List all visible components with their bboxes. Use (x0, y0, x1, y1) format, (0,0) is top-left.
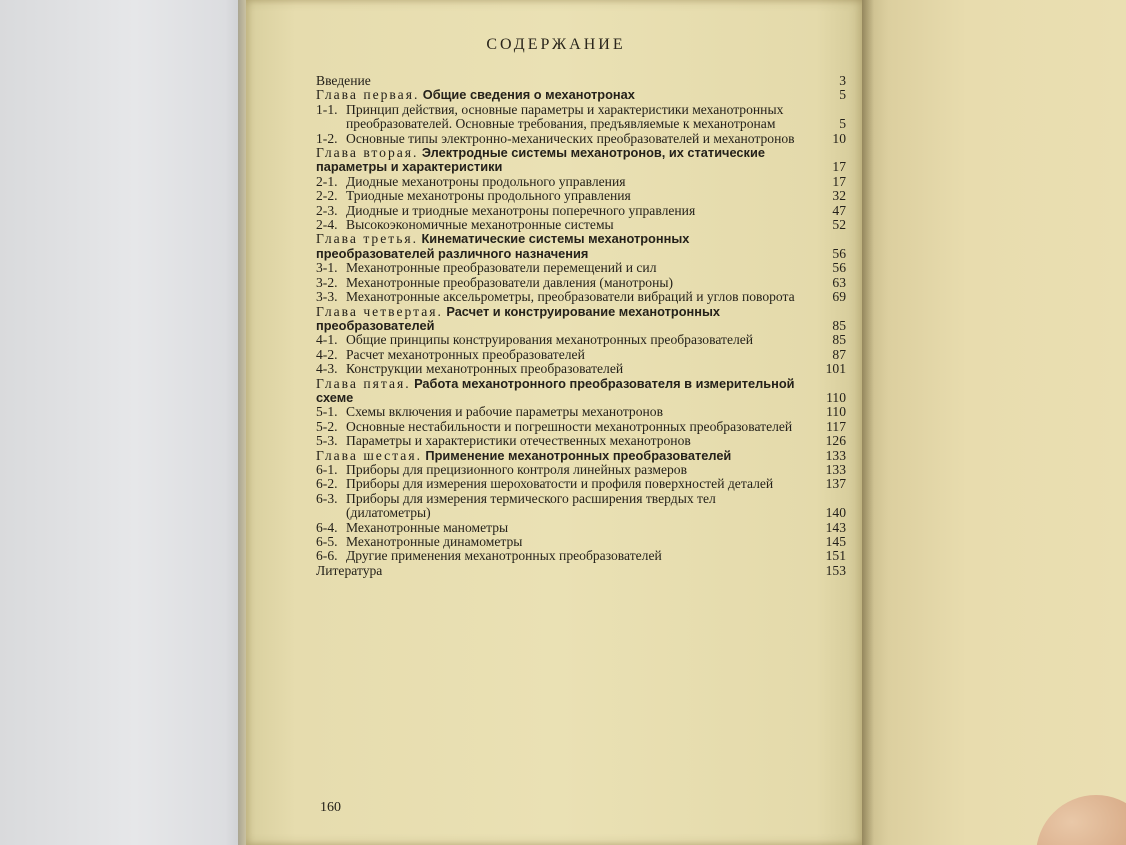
section-title: Другие применения механотронных преобразователей (346, 548, 662, 564)
toc-entry-page: 5 (839, 116, 846, 132)
page-number: 160 (320, 800, 341, 815)
book-page (246, 0, 866, 845)
toc-section (316, 261, 846, 275)
section-number: 1-1. (316, 101, 338, 117)
toc-entry-page: 52 (832, 217, 846, 233)
section-number: 6-3. (316, 490, 338, 506)
toc-entry-page: 17 (832, 159, 846, 175)
section-title: Приборы для измерения термического расширения твердых тел (дилатометры) (346, 490, 716, 521)
section-title: Механотронные динамометры (346, 534, 523, 549)
toc-entry-page: 3 (839, 73, 846, 88)
section-number: 4-2. (316, 346, 338, 362)
section-title: Механотронные преобразователи перемещений и сил (346, 260, 657, 276)
chapter-title: Общие сведения о механотронах (422, 87, 635, 103)
chapter-lead: Глава третья. (316, 231, 419, 247)
section-number: 3-1. (316, 260, 338, 276)
facing-page (862, 0, 1126, 845)
toc-section (316, 362, 846, 376)
toc-chapter (316, 88, 846, 102)
toc-entry-page: 85 (832, 332, 846, 348)
toc-section (316, 477, 846, 491)
section-title: Механотронные манометры (346, 519, 509, 535)
chapter-lead: Глава четвертая. (316, 303, 443, 319)
toc-entry-page: 69 (832, 289, 846, 305)
toc-chapter (316, 377, 846, 406)
section-number: 4-1. (316, 332, 338, 348)
toc-section (316, 348, 846, 362)
section-number: 6-2. (316, 476, 338, 492)
section-number: 3-3. (316, 289, 338, 305)
toc-entry-page: 133 (825, 447, 846, 463)
toc-entry-page: 151 (825, 548, 846, 564)
toc-section (316, 405, 846, 419)
section-number: 6-6. (316, 548, 338, 564)
toc-entry-page: 143 (825, 519, 846, 535)
section-title: Расчет механотронных преобразователей (346, 346, 585, 362)
toc-entry-page: 110 (826, 389, 846, 405)
toc-entry-page: 10 (832, 130, 846, 146)
toc-section (316, 132, 846, 146)
section-title: Диодные механотроны продольного управления (346, 173, 626, 189)
section-number: 5-1. (316, 404, 338, 420)
section-title: Диодные и триодные механотроны поперечного управления (346, 202, 696, 218)
toc-section (316, 463, 846, 477)
section-title: Высокоэкономичные механотронные системы (346, 217, 614, 233)
toc-entry (316, 74, 846, 88)
toc-entry-page: 56 (832, 260, 846, 276)
toc-section (316, 189, 846, 203)
toc-entry-page: 133 (825, 461, 846, 477)
section-number: 6-5. (316, 534, 338, 549)
toc-entry-text: Литература (316, 562, 383, 578)
section-title: Механотронные преобразователи давления (манотроны) (346, 274, 674, 290)
toc-entry-page: 110 (826, 404, 846, 420)
section-number: 5-3. (316, 433, 338, 449)
toc-section (316, 103, 846, 132)
section-number: 1-2. (316, 130, 338, 146)
section-title: Приборы для измерения шероховатости и профиля поверхностей деталей (346, 476, 774, 492)
toc-entry-page: 56 (832, 245, 846, 261)
chapter-lead: Глава вторая. (316, 145, 419, 161)
toc-entry-page: 47 (832, 202, 846, 218)
toc-section (316, 420, 846, 434)
section-number: 3-2. (316, 274, 338, 290)
page-title: СОДЕРЖАНИЕ (486, 36, 626, 53)
chapter-lead: Глава первая. (316, 87, 420, 103)
chapter-title: Электродные системы механотронов, их статические параметры и характеристики (316, 145, 765, 175)
toc-section (316, 434, 846, 448)
section-title: Основные типы электронно-механических преобразователей и механотронов (346, 130, 795, 146)
toc-section (316, 535, 846, 549)
section-title: Конструкции механотронных преобразователей (346, 361, 624, 377)
toc-chapter (316, 449, 846, 463)
section-number: 5-2. (316, 418, 338, 434)
toc-section (316, 276, 846, 290)
section-number: 6-1. (316, 461, 338, 477)
chapter-title: Расчет и конструирование механотронных преобразователей (316, 303, 721, 333)
finger (1036, 795, 1126, 845)
section-title: Схемы включения и рабочие параметры механотронов (346, 404, 664, 420)
table-of-contents (316, 74, 846, 578)
toc-chapter (316, 146, 846, 175)
toc-section (316, 290, 846, 304)
toc-section (316, 204, 846, 218)
toc-entry-page: 117 (826, 418, 846, 434)
toc-entry-text: Введение (316, 73, 371, 88)
section-title: Приборы для прецизионного контроля линейных размеров (346, 461, 687, 477)
toc-section (316, 521, 846, 535)
toc-entry-page: 145 (825, 534, 846, 549)
toc-section (316, 492, 846, 521)
chapter-title: Кинематические системы механотронных преобразователей различного назначения (316, 231, 690, 261)
section-number: 2-3. (316, 202, 338, 218)
toc-entry-page: 140 (825, 505, 846, 521)
toc-chapter (316, 232, 846, 261)
toc-entry-page: 126 (825, 433, 846, 449)
toc-chapter (316, 305, 846, 334)
toc-section (316, 549, 846, 563)
toc-entry-page: 153 (825, 562, 846, 578)
chapter-title: Применение механотронных преобразователей (425, 447, 732, 463)
section-number: 2-1. (316, 173, 338, 189)
chapter-lead: Глава шестая. (316, 447, 422, 463)
section-number: 2-4. (316, 217, 338, 233)
toc-section (316, 175, 846, 189)
toc-entry-page: 32 (832, 188, 846, 204)
chapter-title: Работа механотронного преобразователя в измерительной схеме (316, 375, 795, 405)
section-title: Принцип действия, основные параметры и характеристики механотронных преобразователей. Основные требования, предъявляемые к механотронам (346, 101, 784, 132)
toc-section (316, 218, 846, 232)
chapter-lead: Глава пятая. (316, 375, 411, 391)
toc-entry-page: 101 (825, 361, 846, 377)
section-title: Параметры и характеристики отечественных механотронов (346, 433, 691, 449)
toc-section (316, 333, 846, 347)
toc-entry-page: 17 (832, 173, 846, 189)
toc-entry (316, 564, 846, 578)
section-title: Основные нестабильности и погрешности механотронных преобразователей (346, 418, 793, 434)
section-title: Триодные механотроны продольного управления (346, 188, 631, 204)
section-number: 4-3. (316, 361, 338, 377)
section-title: Механотронные аксельрометры, преобразователи вибраций и углов поворота (346, 289, 795, 305)
toc-entry-page: 63 (832, 274, 846, 290)
section-title: Общие принципы конструирования механотронных преобразователей (346, 332, 754, 348)
section-number: 2-2. (316, 188, 338, 204)
toc-entry-page: 85 (832, 317, 846, 333)
toc-entry-page: 137 (825, 476, 846, 492)
section-number: 6-4. (316, 519, 338, 535)
toc-entry-page: 5 (839, 87, 846, 103)
spine-shadow (862, 0, 874, 845)
toc-entry-page: 87 (832, 346, 846, 362)
